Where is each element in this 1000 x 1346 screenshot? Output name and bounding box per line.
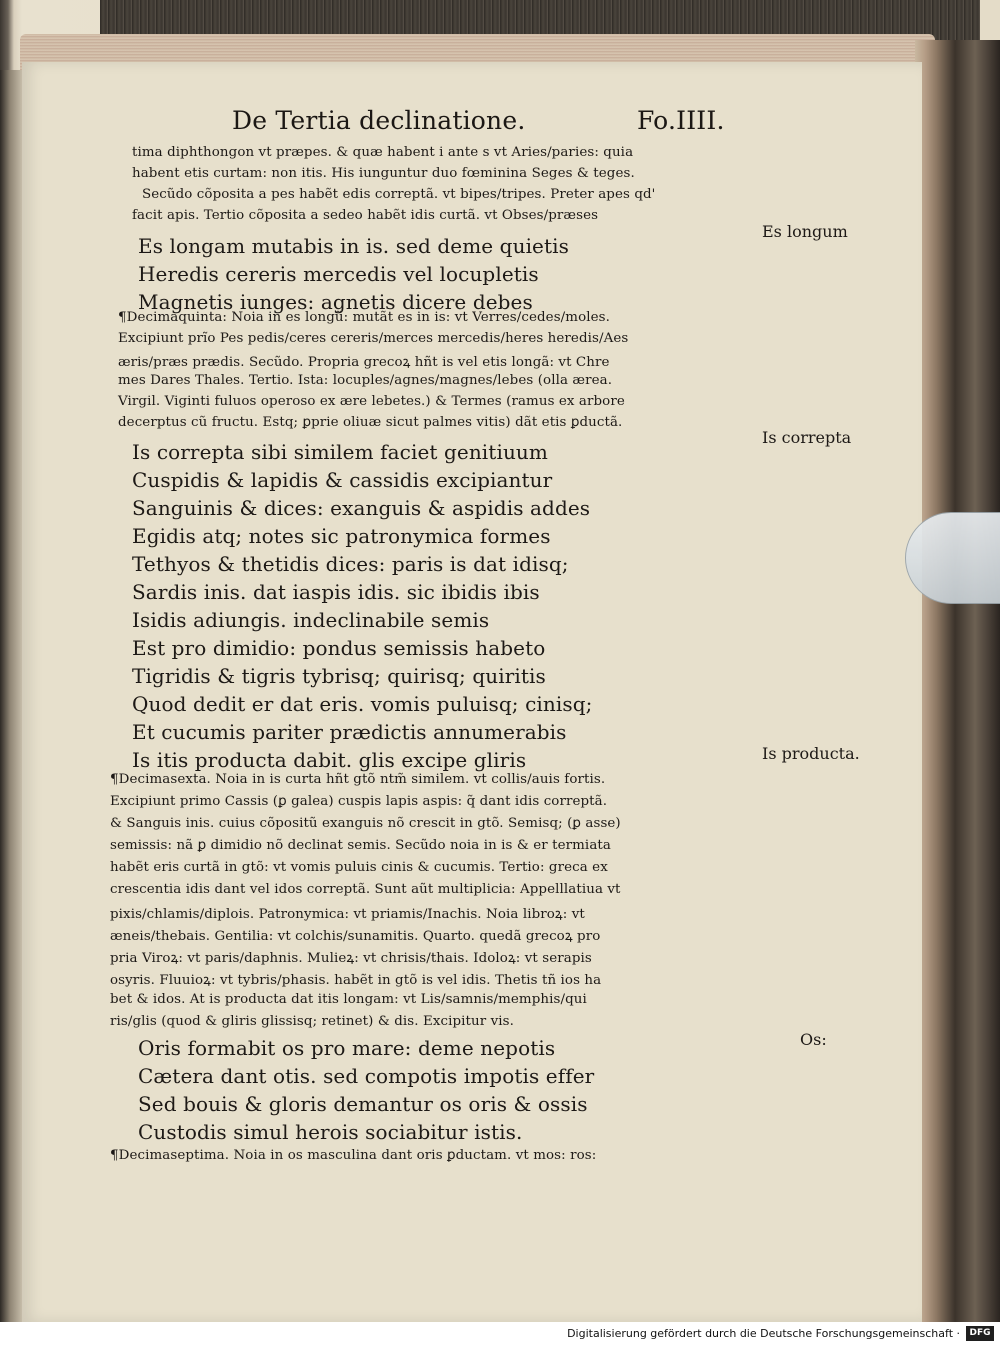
verse-line: Sardis inis. dat iaspis idis. sic ibidis ibis [132, 580, 540, 604]
verse-line: Custodis simul herois sociabitur istis. [138, 1120, 523, 1144]
prose-line: facit apis. Tertio cõposita a sedeo habẽt idis curtã. vt Obses/præses [132, 208, 599, 223]
book-fore-edge [915, 40, 1000, 1322]
prose-line: Secũdo cõposita a pes habẽt edis correptã. vt bipes/tripes. Preter apes qd' [142, 187, 656, 202]
folio-number: Fo.IIII. [637, 106, 725, 135]
prose-line: ¶Decimasexta. Noia in is curta hñt gtõ ntm̃ similem. vt collis/auis fortis. [110, 772, 606, 787]
prose-line: Virgil. Viginti fuluos operoso ex ære lebetes.) & Termes (ramus ex arbore [118, 394, 625, 409]
verse-line: Is itis producta dabit. glis excipe gliris [132, 748, 527, 772]
marginal-note: Os: [800, 1030, 827, 1049]
verse-line: Isidis adiungis. indeclinabile semis [132, 608, 490, 632]
prose-line: ¶Decimaseptima. Noia in os masculina dant oris ꝑductam. vt mos: ros: [110, 1148, 597, 1163]
prose-line: & Sanguis inis. cuius cõpositũ exanguis nõ crescit in gtõ. Semisq; (ꝑ asse) [110, 816, 621, 831]
verse-line: Quod dedit er dat eris. vomis puluisq; cinisq; [132, 692, 593, 716]
prose-line: pixis/chlamis/diplois. Patronymica: vt priamis/Inachis. Noia libroꝝ: vt [110, 907, 585, 922]
footer-bar [0, 1322, 1000, 1346]
prose-line: pria Viroꝝ: vt paris/daphnis. Mulieꝝ: vt chrisis/thais. Idoloꝝ: vt serapis [110, 951, 592, 966]
prose-line: ris/glis (quod & gliris glissisq; retinet) & dis. Excipitur vis. [110, 1014, 514, 1029]
prose-line: decerptus cũ fructu. Estq; ꝑprie oliuæ sicut palmes vitis) dãt etis ꝑductã. [118, 415, 623, 430]
prose-line: crescentia idis dant vel idos correptã. Sunt aũt multiplicia: Appelllatiua vt [110, 882, 621, 897]
dfg-logo: DFG [966, 1326, 994, 1341]
verse-line: Est pro dimidio: pondus semissis habeto [132, 636, 546, 660]
prose-line: semissis: nã ꝑ dimidio nõ declinat semis. Secũdo noia in is & er termiata [110, 838, 611, 853]
verse-line: Is correpta sibi similem faciet genitiuum [132, 440, 548, 464]
prose-line: ¶Decimaquinta: Noia in es longũ: mutãt es in is: vt Verres/cedes/moles. [118, 310, 610, 325]
marginal-note: Is correpta [762, 428, 852, 447]
prose-line: habent etis curtam: non itis. His iunguntur duo fœminina Seges & teges. [132, 166, 635, 181]
prose-line: habẽt eris curtã in gtõ: vt vomis puluis cinis & cucumis. Tertio: greca ex [110, 860, 608, 875]
prose-line: Excipiunt prĩo Pes pedis/ceres cereris/merces mercedis/heres heredis/Aes [118, 331, 629, 346]
verse-line: Cætera dant otis. sed compotis impotis effer [138, 1064, 595, 1088]
prose-line: bet & idos. At is producta dat itis longam: vt Lis/samnis/memphis/qui [110, 992, 587, 1007]
funding-credit: Digitalisierung gefördert durch die Deutsche Forschungsgemeinschaft · [567, 1327, 960, 1340]
verse-line: Magnetis iunges: agnetis dicere debes [138, 290, 533, 314]
prose-line: æris/præs prædis. Secũdo. Propria grecoꝝ hñt is vel etis longã: vt Chre [118, 355, 610, 370]
marginal-note: Is producta. [762, 744, 860, 763]
verse-line: Et cucumis pariter prædictis annumerabis [132, 720, 567, 744]
prose-line: tima diphthongon vt præpes. & quæ habent i ante s vt Aries/paries: quia [132, 145, 634, 160]
verse-line: Sed bouis & gloris demantur os oris & ossis [138, 1092, 588, 1116]
verse-line: Tethyos & thetidis dices: paris is dat idisq; [132, 552, 569, 576]
marginal-note: Es longum [762, 222, 848, 241]
prose-line: æneis/thebais. Gentilia: vt colchis/sunamitis. Quarto. quedã grecoꝝ pro [110, 929, 601, 944]
verse-line: Tigridis & tigris tybrisq; quirisq; quiritis [132, 664, 546, 688]
verse-line: Oris formabit os pro mare: deme nepotis [138, 1036, 556, 1060]
prose-line: osyris. Fluuioꝝ: vt tybris/phasis. habẽt in gtõ is vel idis. Thetis tñ ios ha [110, 973, 602, 988]
verse-line: Cuspidis & lapidis & cassidis excipiantur [132, 468, 553, 492]
verse-line: Heredis cereris mercedis vel locupletis [138, 262, 539, 286]
verse-line: Sanguinis & dices: exanguis & aspidis addes [132, 496, 591, 520]
prose-line: mes Dares Thales. Tertio. Ista: locuples/agnes/magnes/lebes (olla ærea. [118, 373, 613, 388]
verse-line: Es longam mutabis in is. sed deme quietis [138, 234, 569, 258]
verse-line: Egidis atq; notes sic patronymica formes [132, 524, 551, 548]
header-title: De Tertia declinatione. [232, 106, 526, 135]
page-turn-handle[interactable] [905, 512, 1000, 604]
prose-line: Excipiunt primo Cassis (ꝑ galea) cuspis lapis aspis: q̃ dant idis correptã. [110, 794, 608, 809]
